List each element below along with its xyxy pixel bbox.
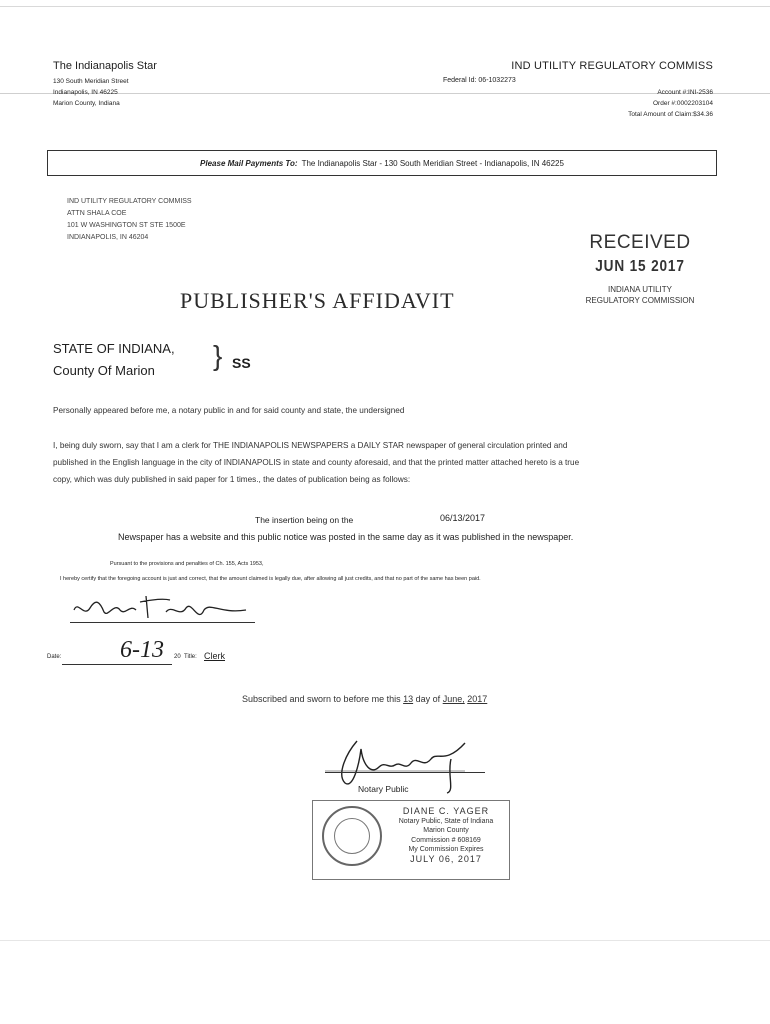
publisher-address-line: 130 South Meridian Street bbox=[53, 78, 129, 85]
title-label: Title: bbox=[184, 654, 197, 660]
venue-state: STATE OF INDIANA, bbox=[53, 341, 175, 356]
publisher-address-line: Indianapolis, IN 46225 bbox=[53, 89, 118, 96]
publisher-name: The Indianapolis Star bbox=[53, 60, 157, 72]
insertion-date: 06/13/2017 bbox=[440, 513, 486, 523]
recipient-address bbox=[67, 196, 192, 244]
received-stamp bbox=[585, 232, 695, 306]
venue-brace: } bbox=[213, 340, 223, 371]
year-suffix: 20 bbox=[174, 654, 181, 660]
received-date: JUN 15 2017 bbox=[595, 258, 685, 275]
publisher-address-line: Marion County, Indiana bbox=[53, 100, 120, 107]
order-number: Order #:0002203104 bbox=[653, 100, 713, 107]
date-label: Date: bbox=[47, 654, 62, 660]
clerk-signature-line bbox=[70, 622, 255, 623]
scan-artifact bbox=[0, 6, 770, 7]
payment-banner-label: Please Mail Payments To: bbox=[200, 158, 298, 168]
subscribed-line bbox=[242, 694, 487, 704]
subscribed-year: 2017 bbox=[467, 694, 488, 704]
notary-stamp-line: Commission # 608169 bbox=[411, 836, 481, 844]
notary-stamp-line: Marion County bbox=[423, 827, 469, 834]
notary-name: DIANE C. YAGER bbox=[402, 806, 490, 816]
title-value: Clerk bbox=[204, 651, 226, 661]
pursuant-note: Pursuant to the provisions and penalties of Ch. 155, Acts 1953, bbox=[110, 561, 264, 567]
notary-label: Notary Public bbox=[358, 784, 409, 794]
recipient-line: ATTN SHALA COE bbox=[67, 210, 127, 217]
venue-block bbox=[53, 338, 175, 382]
notary-stamp-line: My Commission Expires bbox=[408, 846, 484, 853]
recipient-line: INDIANAPOLIS, IN 46204 bbox=[67, 234, 149, 241]
received-title: RECEIVED bbox=[589, 232, 691, 253]
insertion-label: The insertion being on the bbox=[255, 515, 354, 525]
payment-banner bbox=[47, 150, 717, 176]
publisher-header bbox=[53, 60, 353, 109]
client-name: IND UTILITY REGULATORY COMMISS bbox=[511, 60, 713, 72]
notary-seal-inner bbox=[334, 818, 370, 854]
subscribed-day: 13 bbox=[403, 694, 414, 704]
notary-stamp-line: Notary Public, State of Indiana bbox=[398, 817, 494, 825]
subscribed-prefix: Subscribed and sworn to before me this bbox=[242, 694, 401, 704]
received-org-line: INDIANA UTILITY bbox=[607, 285, 672, 294]
date-line bbox=[62, 664, 172, 665]
venue-county: County Of Marion bbox=[53, 363, 155, 378]
venue-ss: SS bbox=[232, 355, 251, 371]
notary-expiry: JULY 06, 2017 bbox=[410, 853, 482, 864]
sworn-paragraph: I, being duly sworn, say that I am a clerk for THE INDIANAPOLIS NEWSPAPERS a DAILY STAR newspaper of general circulation printed and published in the English language in the city of INDIANAPOLIS in state and county aforesaid, and that the printed matter attached hereto is a true copy, which was duly published in said paper for 1 times., the dates of publication being as follows: bbox=[53, 441, 580, 484]
recipient-line: 101 W WASHINGTON ST STE 1500E bbox=[67, 222, 186, 229]
account-number: Account #:INI-2536 bbox=[657, 89, 713, 96]
received-org-line: REGULATORY COMMISSION bbox=[585, 296, 695, 305]
federal-id: Federal Id: 06-1032273 bbox=[443, 77, 516, 84]
appearance-paragraph: Personally appeared before me, a notary public in and for said county and state, the undersigned bbox=[53, 406, 405, 415]
date-handwritten: 6-13 bbox=[120, 637, 164, 663]
payment-banner-text: The Indianapolis Star - 130 South Meridian Street - Indianapolis, IN 46225 bbox=[301, 158, 564, 168]
notary-stamp-text bbox=[385, 807, 507, 864]
recipient-line: IND UTILITY REGULATORY COMMISS bbox=[67, 198, 192, 205]
certify-note: I hereby certify that the foregoing account is just and correct, that the amount claimed is legally due, after allowing all just credits, and that no part of the same has been paid. bbox=[60, 576, 481, 582]
subscribed-day-of: day of bbox=[415, 694, 441, 704]
website-note: Newspaper has a website and this public notice was posted in the same day as it was published in the newspaper. bbox=[118, 532, 574, 542]
client-header bbox=[511, 60, 713, 120]
total-claim: Total Amount of Claim:$34.36 bbox=[628, 111, 713, 118]
notary-signature-line bbox=[325, 772, 485, 773]
subscribed-month: June, bbox=[442, 694, 465, 704]
affidavit-title: PUBLISHER'S AFFIDAVIT bbox=[180, 288, 455, 313]
scan-artifact bbox=[0, 940, 770, 941]
